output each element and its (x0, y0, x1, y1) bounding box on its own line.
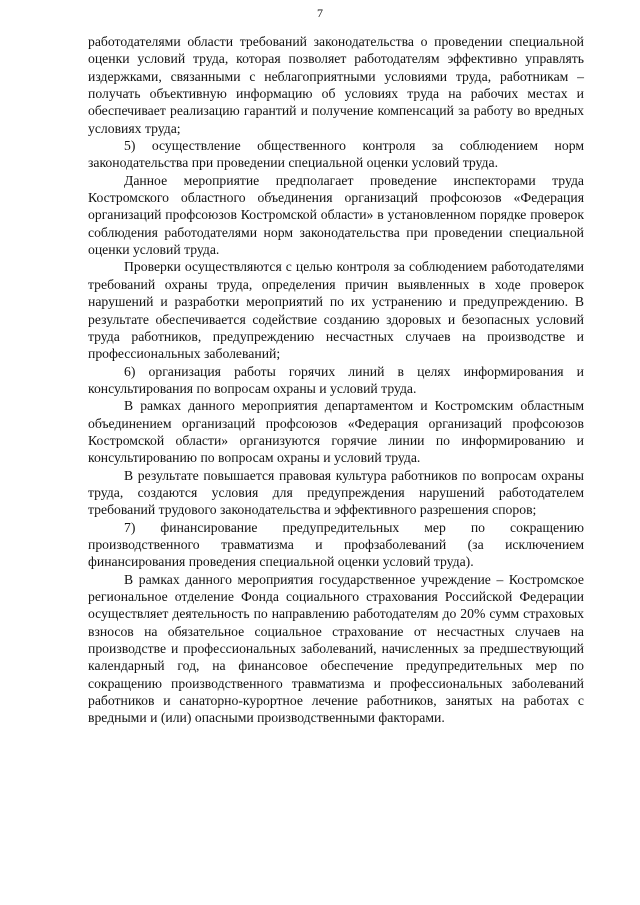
document-body (88, 33, 584, 727)
paragraph-item-5-description: Данное мероприятие предполагает проведение инспекторами труда Костромского областного объединения организаций профсоюзов «Федерация организаций профсоюзов Костромской области» в установленном порядке проверок соблюдения работодателями норм законодательства при проведении специальной оценки условий труда. (88, 172, 584, 258)
paragraph-item-5: 5) осуществление общественного контроля за соблюдением норм законодательства при проведении специальной оценки условий труда. (88, 138, 584, 171)
paragraph-item-6-description: В рамках данного мероприятия департаментом и Костромским областным объединением организаций профсоюзов «Федерация организаций профсоюзов Костромской области» организуются горячие линии по информированию и консультированию по вопросам охраны и условий труда. (88, 398, 584, 466)
paragraph-item-7-description: В рамках данного мероприятия государственное учреждение – Костромское региональное отделение Фонда социального страхования Российской Федерации осуществляет деятельность по направлению работодателям до 20% сумм страховых взносов на обязательное социальное страхование от несчастных случаев на производстве и профессиональных заболеваний, начисленных за предшествующий календарный год, на финансовое обеспечение предупредительных мер по сокращению производственного травматизма и профессиональных заболеваний работников и санаторно-курортное лечение работников, занятых на работах с вредными и (или) опасными производственными факторами. (88, 571, 584, 726)
paragraph-item-7: 7) финансирование предупредительных мер по сокращению производственного травматизма и профзаболеваний (за исключением финансирования проведения специальной оценки условий труда). (88, 519, 584, 570)
paragraph-inspections: Проверки осуществляются с целью контроля за соблюдением работодателями требований охраны труда, определения причин выявленных в ходе проверок нарушений и разработки мероприятий по их устранению и предупреждению. В результате обеспечивается содействие созданию здоровых и безопасных условий труда работников, предупреждению несчастных случаев на производстве и профессиональных заболеваний; (88, 259, 584, 362)
paragraph-item-6-result: В результате повышается правовая культура работников по вопросам охраны труда, создаются условия для предупреждения нарушений работодателем требований трудового законодательства и эффективного разрешения споров; (88, 467, 584, 518)
paragraph-continuation: работодателями области требований законодательства о проведении специальной оценки условий труда, которая позволяет работодателям эффективно управлять издержками, связанными с неблагоприятными условиями труда, работникам – получать объективную информацию об условиях труда на рабочих местах и обеспечивает реализацию гарантий и получение компенсаций за работу во вредных условиях труда; (88, 34, 584, 136)
paragraph-item-6: 6) организация работы горячих линий в целях информирования и консультирования по вопросам охраны и условий труда. (88, 363, 584, 396)
page-number: 7 (317, 6, 323, 20)
